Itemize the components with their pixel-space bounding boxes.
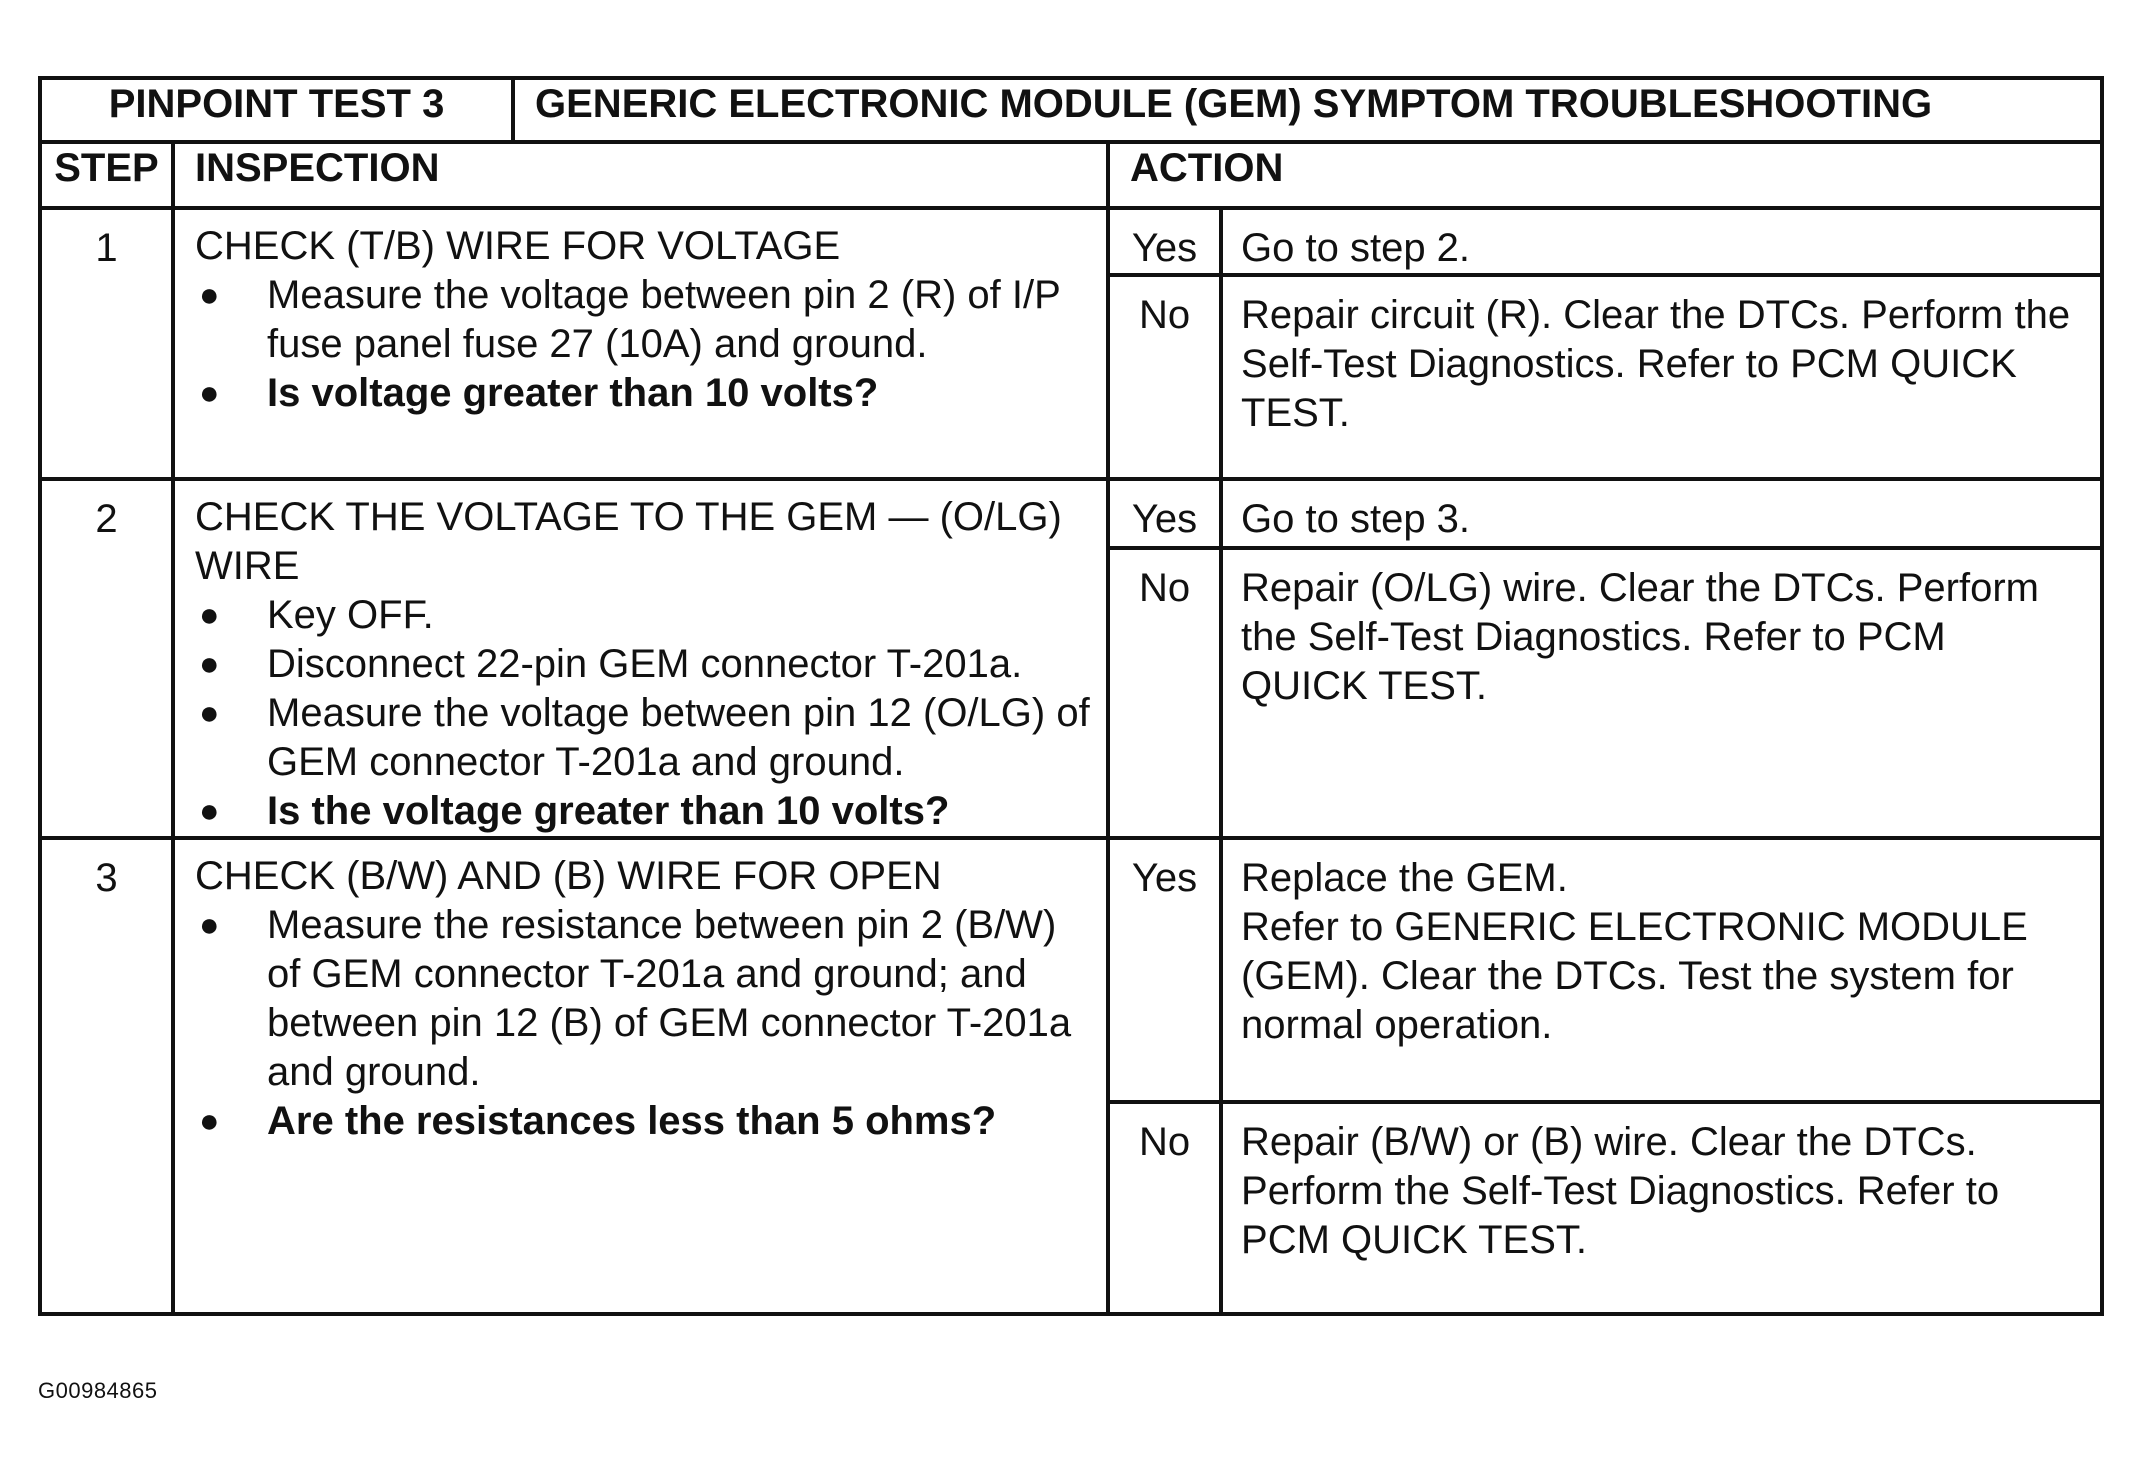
inspection-cell xyxy=(173,838,1108,1314)
bullet-icon: ● xyxy=(199,906,220,944)
list-item xyxy=(195,369,1090,418)
step-number: 3 xyxy=(40,838,173,1314)
yes-action-cell xyxy=(1221,838,2102,1102)
yes-action: Go to step 3. xyxy=(1221,479,2102,548)
bullet-text: Measure the voltage between pin 12 (O/LG) of GEM connector T-201a and ground. xyxy=(267,691,1090,784)
bullet-icon: ● xyxy=(199,1102,220,1140)
table-title: GENERIC ELECTRONIC MODULE (GEM) SYMPTOM TROUBLESHOOTING xyxy=(513,78,2102,142)
table-row xyxy=(40,479,2102,548)
bullet-icon: ● xyxy=(199,645,220,683)
inspection-bullets xyxy=(195,591,1090,836)
bullet-icon: ● xyxy=(199,374,220,412)
bullet-icon: ● xyxy=(199,596,220,634)
no-action: Repair (O/LG) wire. Clear the DTCs. Perform the Self-Test Diagnostics. Refer to PCM QUICK TEST. xyxy=(1221,548,2102,838)
inspection-title: CHECK THE VOLTAGE TO THE GEM — (O/LG) WIRE xyxy=(195,495,1062,588)
list-item xyxy=(195,271,1090,369)
bullet-text: Key OFF. xyxy=(267,593,434,637)
bullet-icon: ● xyxy=(199,792,220,830)
yes-action: Go to step 2. xyxy=(1221,208,2102,275)
no-label: No xyxy=(1108,548,1221,838)
pinpoint-test-table xyxy=(38,76,2104,1316)
bullet-text: Disconnect 22-pin GEM connector T-201a. xyxy=(267,642,1023,686)
yes-label: Yes xyxy=(1108,838,1221,1102)
table-row xyxy=(40,838,2102,1102)
step-number: 1 xyxy=(40,208,173,479)
yes-label: Yes xyxy=(1108,479,1221,548)
inspection-title: CHECK (T/B) WIRE FOR VOLTAGE xyxy=(195,224,841,268)
test-label: PINPOINT TEST 3 xyxy=(40,78,513,142)
inspection-title: CHECK (B/W) AND (B) WIRE FOR OPEN xyxy=(195,854,942,898)
step-column-header: STEP xyxy=(40,142,173,208)
inspection-bullets xyxy=(195,901,1090,1146)
bullet-text: Measure the resistance between pin 2 (B/W) of GEM connector T-201a and ground; and between pin 12 (B) of GEM connector T-201a and ground. xyxy=(267,903,1072,1094)
no-label: No xyxy=(1108,1102,1221,1314)
list-item xyxy=(195,1097,1090,1146)
bullet-icon: ● xyxy=(199,276,220,314)
list-item xyxy=(195,689,1090,787)
no-label: No xyxy=(1108,275,1221,479)
bullet-icon: ● xyxy=(199,694,220,732)
list-item xyxy=(195,640,1090,689)
no-action: Repair (B/W) or (B) wire. Clear the DTCs. Perform the Self-Test Diagnostics. Refer to PCM QUICK TEST. xyxy=(1221,1102,2102,1314)
table-title-row xyxy=(40,78,2102,142)
list-item xyxy=(195,787,1090,836)
inspection-cell xyxy=(173,479,1108,838)
yes-label: Yes xyxy=(1108,208,1221,275)
inspection-bullets xyxy=(195,271,1090,418)
bullet-text: Measure the voltage between pin 2 (R) of I/P fuse panel fuse 27 (10A) and ground. xyxy=(267,273,1061,366)
table-row xyxy=(40,208,2102,275)
list-item xyxy=(195,591,1090,640)
action-column-header: ACTION xyxy=(1108,142,2102,208)
inspection-question: Is voltage greater than 10 volts? xyxy=(267,371,879,415)
yes-action: Refer to GENERIC ELECTRONIC MODULE (GEM). Clear the DTCs. Test the system for normal operation. xyxy=(1241,905,2028,1047)
figure-id: G00984865 xyxy=(38,1378,158,1403)
yes-action-line1: Replace the GEM. xyxy=(1241,856,1568,900)
inspection-question: Are the resistances less than 5 ohms? xyxy=(267,1099,997,1143)
column-header-row xyxy=(40,142,2102,208)
pinpoint-test-sheet xyxy=(38,76,2100,1358)
inspection-column-header: INSPECTION xyxy=(173,142,1108,208)
step-number: 2 xyxy=(40,479,173,838)
no-action: Repair circuit (R). Clear the DTCs. Perform the Self-Test Diagnostics. Refer to PCM QUICK TEST. xyxy=(1221,275,2102,479)
list-item xyxy=(195,901,1090,1097)
inspection-question: Is the voltage greater than 10 volts? xyxy=(267,789,950,833)
inspection-cell xyxy=(173,208,1108,479)
